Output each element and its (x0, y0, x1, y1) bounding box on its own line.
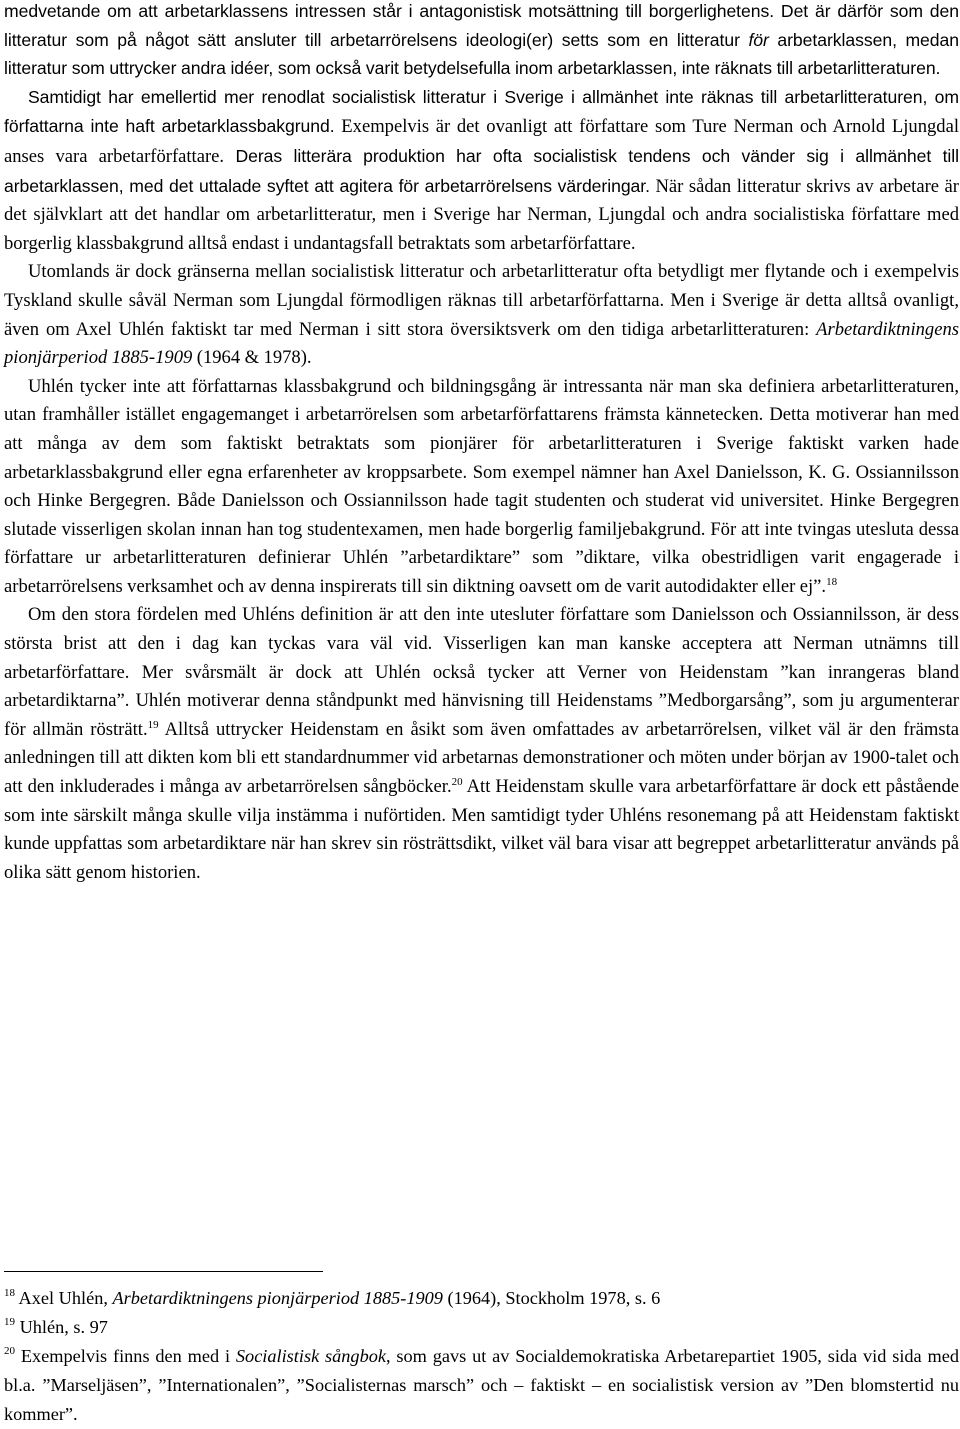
paragraph-5-text-a: Om den stora fördelen med Uhléns definition är att den inte utesluter författare som Danielsson och Ossiannilsson, är dess största brist att den i dag kan tyckas vara väl vid. Visserligen kan man kanske acceptera att Nerman utnämns till arbetarförfattare. Mer svårsmält är dock att Uhlén också tycker att Verner von Heidenstam ”kan inrangeras bland arbetardiktarna”. Uhlén motiverar denna ståndpunkt med hänvisning till Heidenstams ”Medborgarsång”, som ju argumenterar för allmän rösträtt. (4, 604, 959, 740)
paragraph-4-text: Uhlén tycker inte att författarnas klassbakgrund och bildningsgång är intressanta när man ska definiera arbetarlitteraturen, utan framhåller istället engagemanget i arbetarrörelsen som arbetarförfattarens främsta kännetecken. Detta motiverar han med att många av dem som faktiskt betraktats som pionjärer för arbetarlitteraturen i Sverige faktiskt varken hade arbetarklassbakgrund eller egna erfarenheter av kroppsarbete. Som exempel nämner han Axel Danielsson, K. G. Ossiannilsson och Hinke Bergegren. Både Danielsson och Ossiannilsson hade tagit studenten och studerat vid universitet. Hinke Bergegren slutade visserligen skolan innan han tog studentexamen, men hade borgerlig familjebakgrund. För att inte tvingas utesluta dessa författare ur arbetarlitteraturen definierar Uhlén ”arbetardiktare” som ”diktare, vilka obestridligen varit engagerade i arbetarrörelsens verksamhet och av denna inspirerats till sin diktning oavsett om de varit autodidakter eller ej”. (4, 375, 959, 597)
paragraph-1 (4, 0, 959, 83)
footnote-text: (1964), Stockholm 1978, s. 6 (442, 1288, 661, 1308)
paragraph-2-text-d: När sådan litteratur skrivs av arbetare är det självklart att det handlar om arbetarlitteratur, men i Sverige har Nerman, Ljungdal och andra socialistiska författare med borgerlig klassbakgrund alltså endast i undantagsfall betraktats som arbetarförfattare. (4, 175, 959, 254)
footnote-number: 19 (4, 1316, 15, 1328)
footnote-text: Uhlén, s. 97 (15, 1317, 108, 1337)
footnote-book-title: Arbetardiktningens pionjärperiod 1885-1909 (112, 1288, 443, 1308)
footnotes (4, 1284, 959, 1429)
paragraph-3-text-b: (1964 & 1978). (192, 347, 312, 369)
footnote-number: 20 (4, 1345, 15, 1357)
paragraph-1-text-b: arbetarklassen, medan litteratur som uttrycker andra idéer, som också varit betydelsefulla inom arbetarklassen, inte räknats till arbetarlitteraturen. (4, 29, 959, 79)
footnote-ref-19[interactable]: 19 (147, 718, 159, 731)
footnote-book-title: Socialistisk sångbok (235, 1346, 386, 1366)
paragraph-5-text-b: Alltså uttrycker Heidenstam en åsikt som även omfattades av arbetarrörelsen, vilket väl är den främsta anledningen till att dikten kom bli ett standardnummer vid arbetarnas demonstrationer och möten under början av 1900-talet och att den inkluderades i många av arbetarrörelsen sångböcker. (4, 718, 959, 798)
footnote-separator (4, 1271, 323, 1272)
footnote-20 (4, 1342, 959, 1429)
paragraph-3-text-a: Utomlands är dock gränserna mellan socialistisk litteratur och arbetarlitteratur ofta betydligt mer flytande och i exempelvis Tyskland skulle såväl Nerman som Ljungdal förmodligen räknas till arbetarförfattarna. Men i Sverige är detta alltså ovanligt, även om Axel Uhlén faktiskt tar med Nerman i sitt stora översiktsverk om den tidiga arbetarlitteraturen: (4, 261, 959, 340)
footnote-ref-18[interactable]: 18 (826, 575, 838, 588)
paragraph-2 (4, 83, 959, 259)
paragraph-1-text-a: medvetande om att arbetarklassens intressen står i antagonistisk motsättning till borgerlighetens. Det är därför som den litteratur som på något sätt ansluter till arbetarrörelsens ideologi(er) setts som en litteratur (4, 1, 959, 50)
paragraph-2-text-c: Deras litterära produktion har ofta socialistisk tendens och vänder sig i allmänhet till arbetarklassen, med det uttalade syftet att agitera för arbetarrörelsens värderingar. (4, 145, 959, 196)
paragraph-2-text-b: Exempelvis är det ovanligt att författare som Ture Nerman och Arnold Ljungdal anses vara arbetarförfattare. (4, 116, 960, 167)
footnote-ref-20[interactable]: 20 (451, 776, 463, 789)
paragraph-4 (4, 373, 959, 602)
footnote-text: Axel Uhlén, (15, 1288, 113, 1308)
footnote-18 (4, 1284, 959, 1313)
paragraph-5-text-c: Att Heidenstam skulle vara arbetarförfattare är dock ett påstående som inte särskilt många skulle vilja instämma i nuförtiden. Men samtidigt tyder Uhléns resonemang på att Heidenstam faktiskt kunde uppfattas som arbetardiktare när han skrev sin rösträttsdikt, vilket väl bara visar att begreppet arbetarlitteratur används på olika sätt genom historien. (4, 776, 959, 883)
footnote-text: , som gavs ut av Socialdemokratiska Arbetarepartiet 1905, sida vid sida med bl.a. ”Marseljäsen”, ”Internationalen”, ”Socialisternas marsch” och – faktiskt – en socialistisk version av ”Den blomstertid nu kommer”. (4, 1346, 959, 1424)
document-page (4, 0, 959, 1427)
paragraph-2-text-a: Samtidigt har emellertid mer renodlat socialistisk litteratur i Sverige i allmänhet inte räknas till arbetarlitteraturen, om författarna inte haft arbetarklassbakgrund. (4, 86, 959, 137)
footnote-19 (4, 1313, 959, 1342)
paragraph-3-book-title: Arbetardiktningens pionjärperiod 1885-1909 (4, 318, 959, 369)
paragraph-5 (4, 601, 959, 887)
footnote-text: Exempelvis finns den med i (15, 1346, 236, 1366)
paragraph-1-emphasis: för (748, 29, 769, 50)
paragraph-3 (4, 258, 959, 372)
footnote-number: 18 (4, 1287, 15, 1299)
